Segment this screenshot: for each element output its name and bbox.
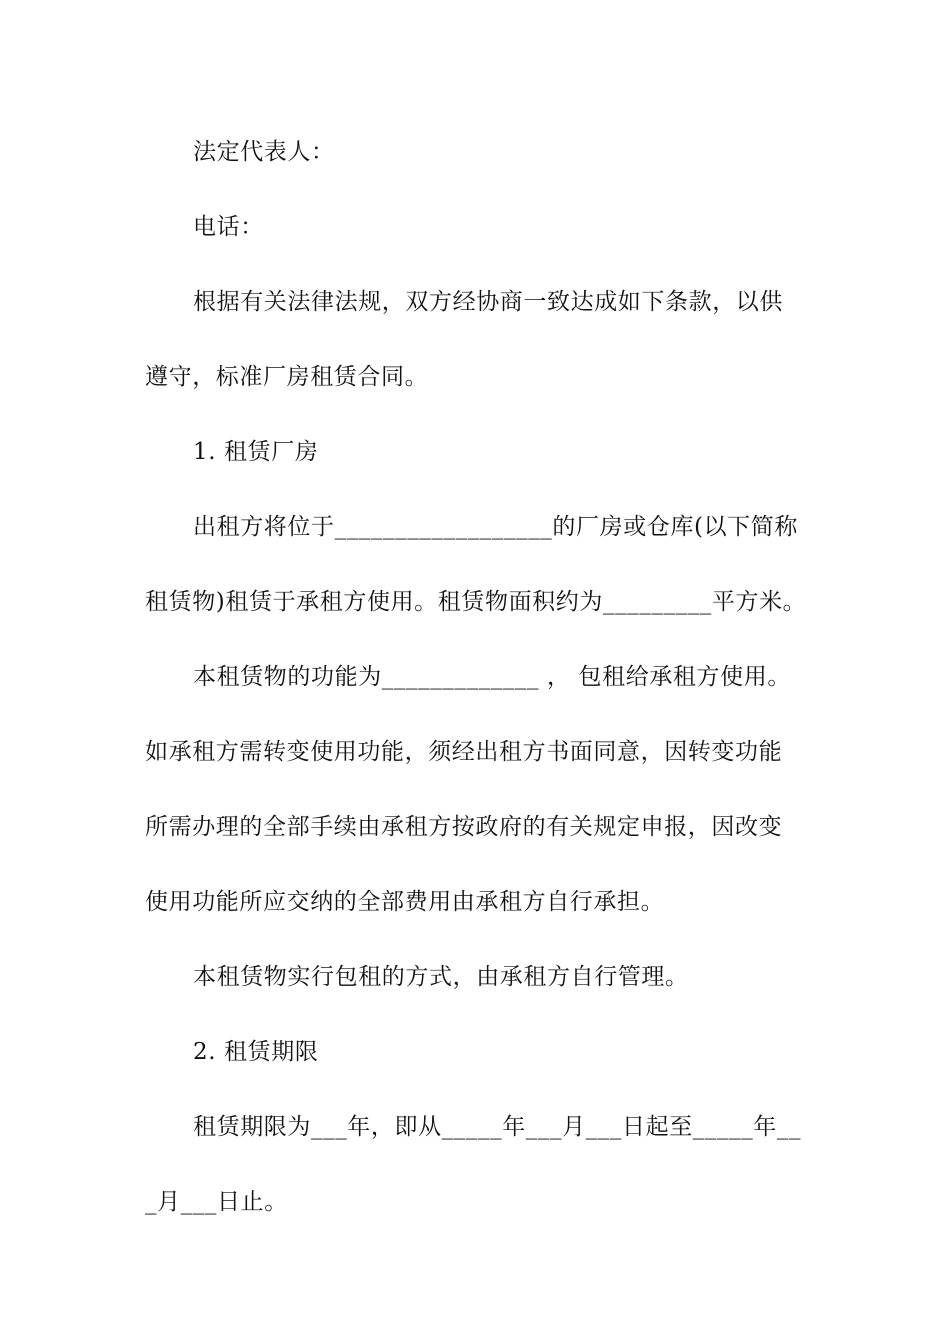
paragraph-function-line-1: 本租赁物的功能为_____________ ， 包租给承租方使用。 [193,664,791,690]
paragraph-location-line-2: 租赁物)租赁于承租方使用。租赁物面积约为_________平方米。 [145,589,807,615]
paragraph-term-line-1: 租赁期限为___年，即从_____年___月___日起至_____年__ [193,1114,802,1140]
paragraph-function-line-2: 如承租方需转变使用功能，须经出租方书面同意，因转变功能 [145,739,783,765]
section-heading-1: 1. 租赁厂房 [193,439,319,465]
paragraph-term-line-2: _月___日止。 [145,1189,288,1215]
paragraph-management: 本租赁物实行包租的方式，由承租方自行管理。 [193,964,689,990]
legal-representative-line: 法定代表人： [193,139,335,165]
paragraph-intro-line-2: 遵守，标准厂房租赁合同。 [145,364,429,390]
paragraph-intro-line-1: 根据有关法律法规，双方经协商一致达成如下条款，以供 [193,289,783,315]
phone-line: 电话： [193,214,264,240]
paragraph-location-line-1: 出租方将位于__________________的厂房或仓库(以下简称 [193,514,798,540]
section-heading-2: 2. 租赁期限 [193,1039,319,1065]
paragraph-function-line-3: 所需办理的全部手续由承租方按政府的有关规定申报，因改变 [145,814,783,840]
paragraph-function-line-4: 使用功能所应交纳的全部费用由承租方自行承担。 [145,889,665,915]
